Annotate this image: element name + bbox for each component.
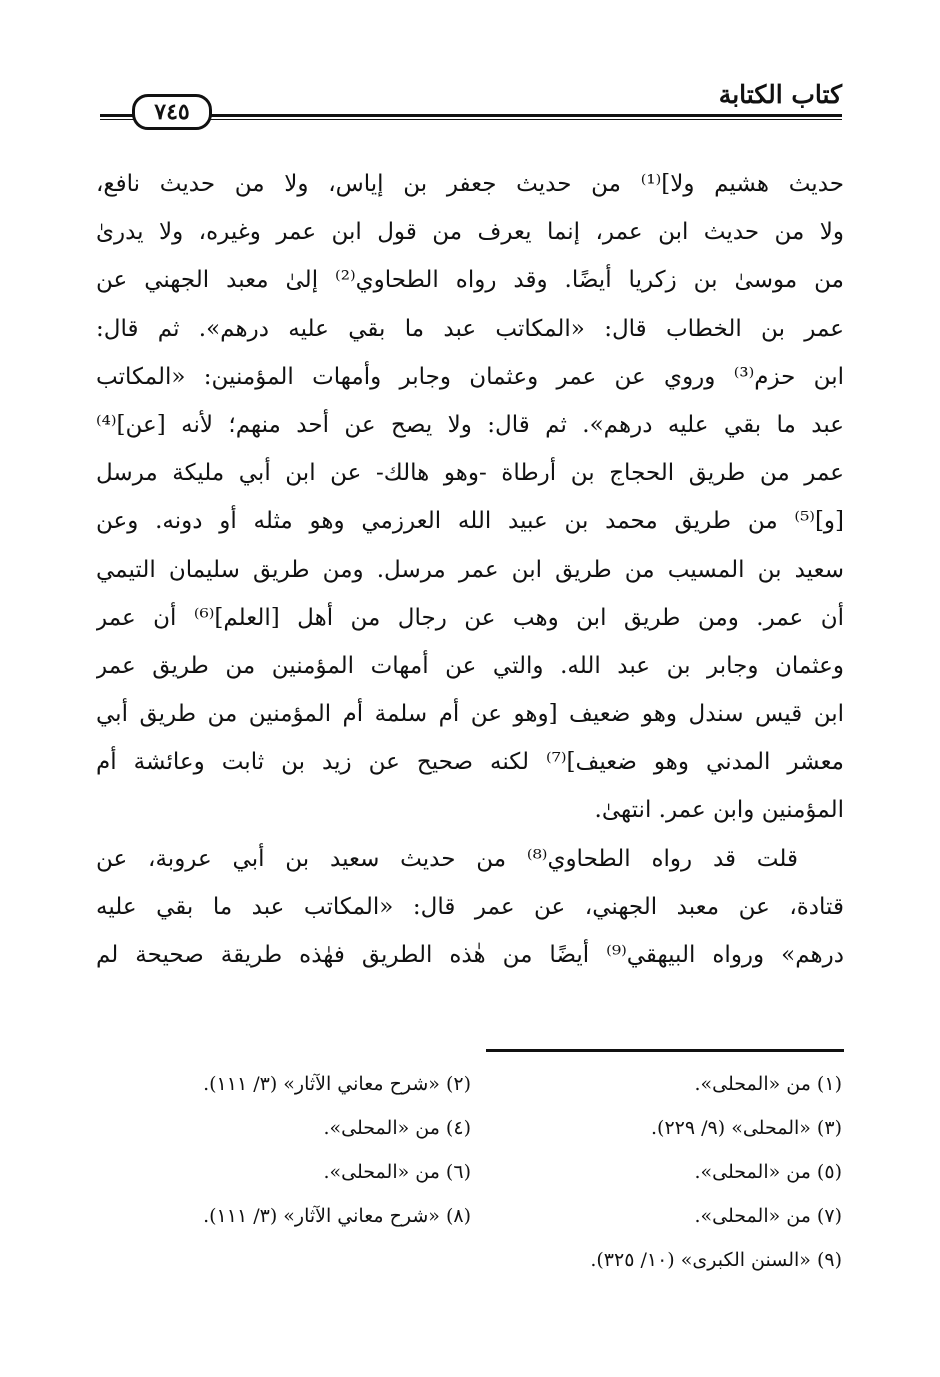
footnote-separator [486,1049,844,1052]
text-line: ولا من حديث ابن عمر، إنما يعرف من قول ابن عمر وغيره، ولا يدرىٰ [96,219,844,246]
footnote-row [100,1194,842,1238]
text-line: معشر المدني وهو ضعيف]⁽⁷⁾ لكنه صحيح عن زيد بن ثابت وعائشة أم [96,749,844,776]
text-line: عمر بن الخطاب قال: «المكاتب عبد ما بقي عليه درهم». ثم قال: [96,315,844,342]
text-line: وعثمان وجابر بن عبد الله. والتي عن أمهات المؤمنين من طريق عمر [96,652,844,679]
footnote: (٢) «شرح معاني الآثار» (٣/ ١١١). [203,1073,471,1095]
text-line: حديث هشيم ولا]⁽¹⁾ من حديث جعفر بن إياس، ولا من حديث نافع، [96,171,844,197]
footnotes [100,1062,842,1282]
chapter-title: كتاب الكتابة [718,80,842,109]
footnote: (٤) من «المحلى». [323,1117,471,1139]
text-line: سعيد بن المسيب من طريق ابن عمر مرسل. ومن طريق سليمان التيمي [96,556,844,583]
footnote: (١) من «المحلى». [694,1073,842,1095]
footnote-row [100,1238,842,1282]
page-header [100,78,842,128]
text-line: قتادة، عن معبد الجهني، عن عمر قال: «المكاتب عبد ما بقي عليه [96,893,844,920]
text-line: عبد ما بقي عليه درهم». ثم قال: ولا يصح عن أحد منهم؛ لأنه [عن]⁽⁴⁾ [96,411,844,438]
main-text [96,160,844,979]
footnote: (٦) من «المحلى». [323,1161,471,1183]
text-line: [و]⁽⁵⁾ من طريق محمد بن عبيد الله العرزمي وهو مثله أو دونه. وعن [96,508,844,535]
header-rule-thin [100,119,842,120]
footnote-row [100,1062,842,1106]
text-line: أن عمر. ومن طريق ابن وهب عن رجال من أهل [العلم]⁽⁶⁾ أن عمر [96,604,844,631]
footnote-row [100,1106,842,1150]
text-line: ابن قيس سندل وهو ضعيف [وهو عن أم سلمة أم المؤمنين من طريق أبي [96,701,844,728]
text-line: من موسىٰ بن زكريا أيضًا. وقد رواه الطحاوي⁽²⁾ إلىٰ معبد الجهني عن [96,267,844,294]
text-line: عمر من طريق الحجاج بن أرطاة -وهو هالك- عن ابن أبي مليكة مرسل [96,460,844,487]
footnote: (٨) «شرح معاني الآثار» (٣/ ١١١). [203,1205,471,1227]
footnote: (٩) «السنن الكبرى» (١٠/ ٣٢٥). [590,1249,842,1271]
footnote: (٧) من «المحلى». [694,1205,842,1227]
footnote-row [100,1150,842,1194]
page-number: ٧٤٥ [132,94,212,130]
footnote: (٥) من «المحلى». [694,1161,842,1183]
text-line: ابن حزم⁽³⁾ وروي عن عمر وعثمان وجابر وأمهات المؤمنين: «المكاتب [96,363,844,390]
text-line: قلت قد رواه الطحاوي⁽⁸⁾ من حديث سعيد بن أبي عروبة، عن [96,845,799,872]
footnote: (٣) «المحلى» (٩/ ٢٢٩). [651,1117,842,1139]
text-line: درهم» ورواه البيهقي⁽⁹⁾ أيضًا من هٰذه الطريق فهٰذه طريقة صحيحة لم [96,942,844,968]
text-line: المؤمنين وابن عمر. انتهىٰ. [594,797,844,824]
